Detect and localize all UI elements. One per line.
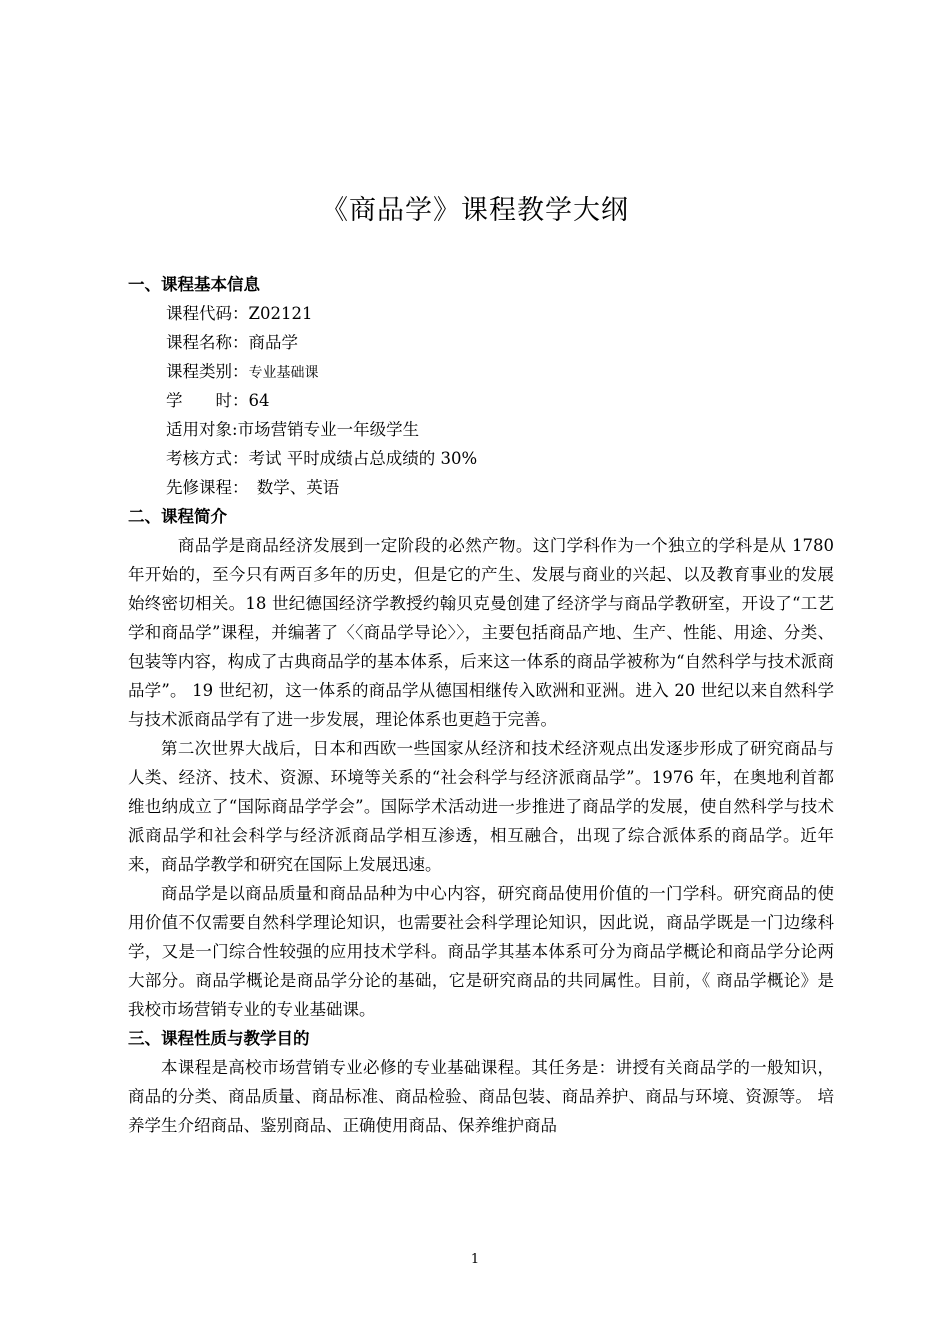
paragraph: 商品学是商品经济发展到一定阶段的必然产物。这门学科作为一个独立的学科是从 1780 年开始的，至今只有两百多年的历史，但是它的产生、发展与商业的兴起、以及教育事业的发展始终密切相关。18 世纪德国经济学教授约翰贝克曼创建了经济学与商品学教研室，开设了“工艺学和商品学”课程，并编著了〈〈商品学导论〉〉，主要包括商品产地、生产、性能、用途、分类、包装等内容，构成了古典商品学的基本体系，后来这一体系的商品学被称为“自然科学与技术派商品学”。 19 世纪初，这一体系的商品学从德国相继传入欧洲和亚洲。进入 20 世纪以来自然科学与技术派商品学有了进一步发展，理论体系也更趋于完善。 — [128, 536, 834, 729]
page-number: 1 — [470, 1252, 480, 1267]
info-label: 课程代码： — [166, 304, 249, 323]
section-heading-basic-info: 一、课程基本信息 — [128, 275, 260, 294]
info-row-course-name — [128, 328, 834, 357]
info-row-assessment — [128, 444, 834, 473]
info-label: 课程名称： — [166, 333, 249, 352]
info-row-prerequisites — [128, 473, 834, 502]
section-heading-intro: 二、课程简介 — [128, 507, 227, 526]
info-value: 专业基础课 — [248, 365, 319, 381]
document-body — [128, 270, 834, 1140]
paragraph: 本课程是高校市场营销专业必修的专业基础课程。其任务是：讲授有关商品学的一般知识，商品的分类、商品质量、商品标准、商品检验、商品包装、商品养护、商品与环境、资源等。 培养学生介绍商品、鉴别商品、正确使用商品、保养维护商品 — [128, 1058, 834, 1135]
info-label: 课程类别： — [166, 362, 249, 381]
info-value: 市场营销专业一年级学生 — [237, 420, 420, 439]
info-label: 适用对象: — [166, 420, 238, 439]
info-value: 考试 平时成绩占总成绩的 30% — [248, 449, 478, 468]
info-label: 学 时： — [166, 391, 249, 410]
paragraph: 第二次世界大战后，日本和西欧一些国家从经济和技术经济观点出发逐步形成了研究商品与人类、经济、技术、资源、环境等关系的“社会科学与经济派商品学”。1976 年，在奥地利首都维也纳成立了“国际商品学学会”。国际学术活动进一步推进了商品学的发展，使自然科学与技术派商品学和社会科学与经济派商品学相互渗透，相互融合，出现了综合派体系的商品学。近年来，商品学教学和研究在国际上发展迅速。 — [128, 739, 834, 874]
info-value: Z02121 — [248, 304, 313, 323]
info-label: 先修课程： — [166, 478, 241, 497]
paragraph: 商品学是以商品质量和商品品种为中心内容，研究商品使用价值的一门学科。研究商品的使用价值不仅需要自然科学理论知识，也需要社会科学理论知识，因此说，商品学既是一门边缘科学，又是一门综合性较强的应用技术学科。商品学其基本体系可分为商品学概论和商品学分论两大部分。商品学概论是商品学分论的基础，它是研究商品的共同属性。目前，《 商品学概论》是我校市场营销专业的专业基础课。 — [128, 884, 834, 1019]
section-heading-nature-purpose: 三、课程性质与教学目的 — [128, 1029, 310, 1048]
info-row-course-code — [128, 299, 834, 328]
info-value: 商品学 — [248, 333, 298, 352]
info-value: 数学、英语 — [240, 478, 340, 497]
info-value: 64 — [248, 391, 270, 410]
document-title: 《商品学》课程教学大纲 — [321, 195, 629, 226]
info-row-audience — [128, 415, 834, 444]
info-label: 考核方式： — [166, 449, 249, 468]
info-row-course-category — [128, 357, 834, 386]
info-row-hours — [128, 386, 834, 415]
